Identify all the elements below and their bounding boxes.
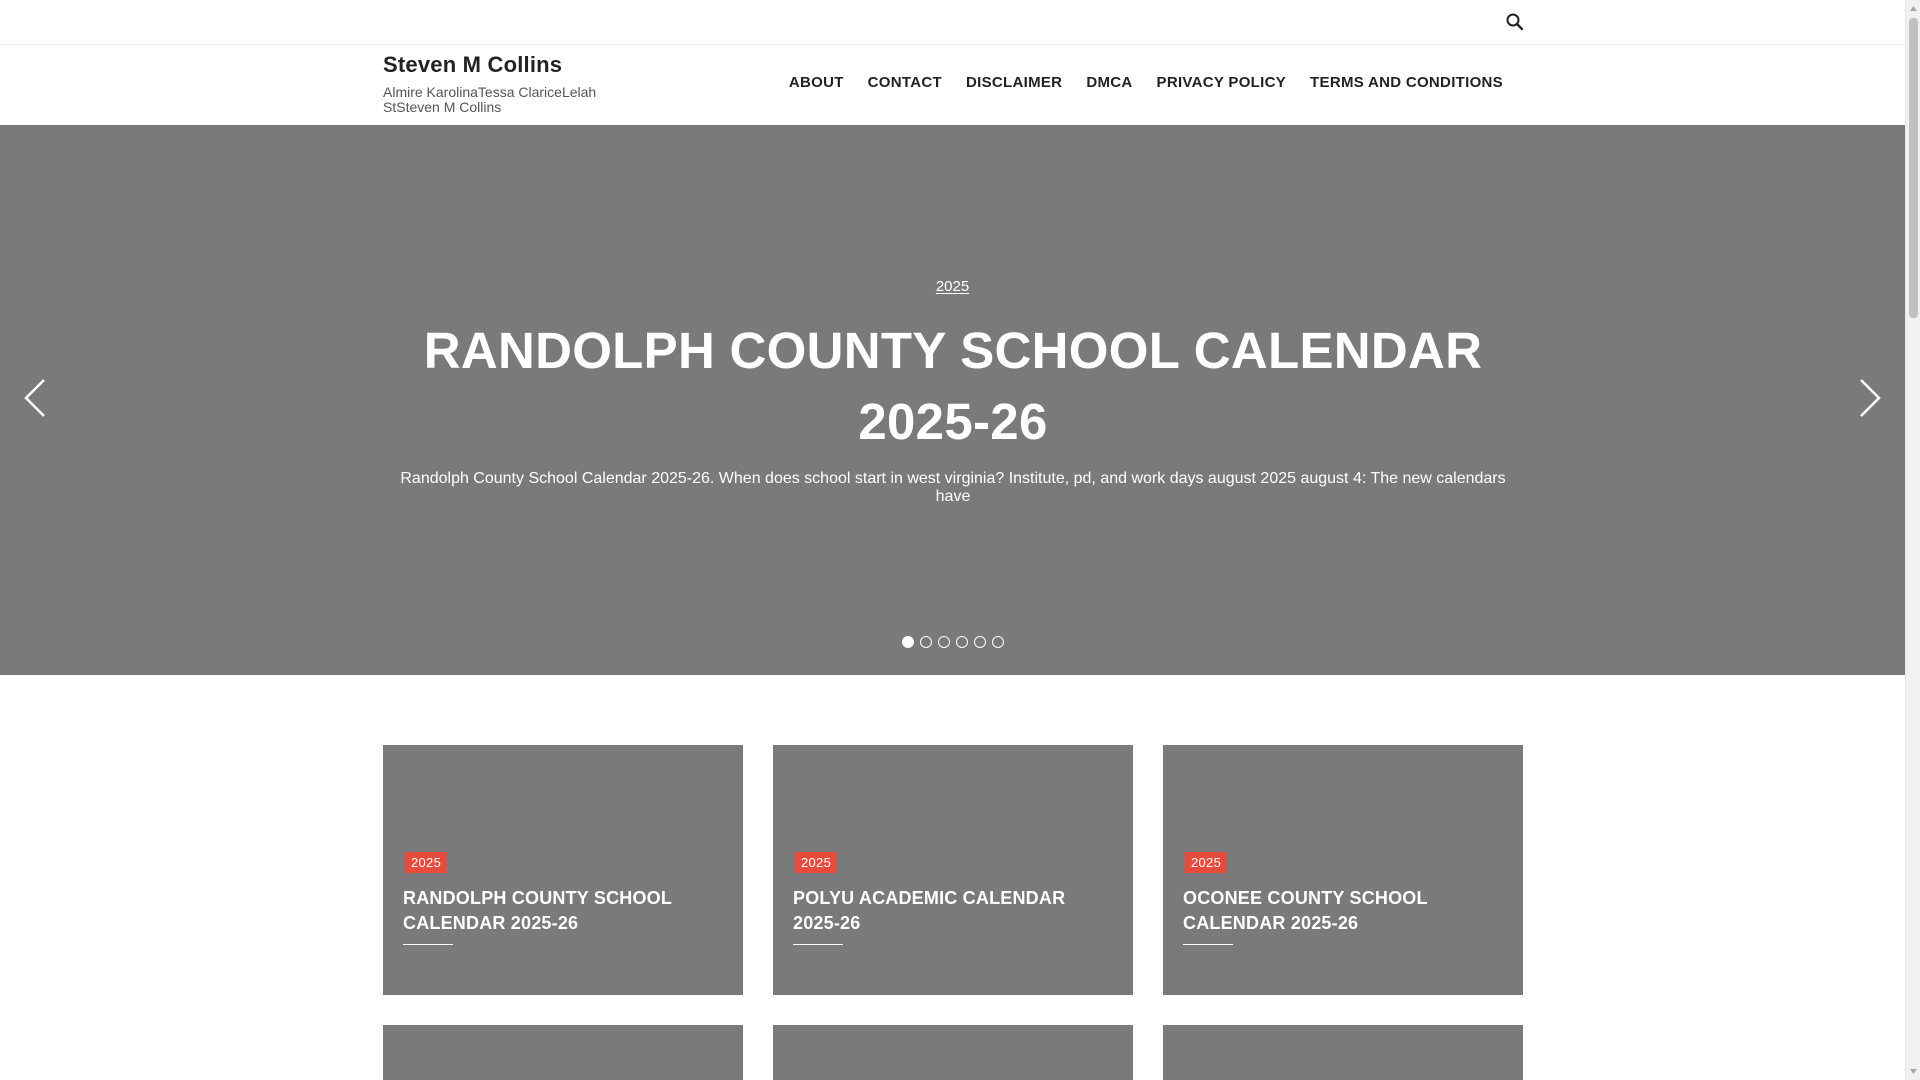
post-card[interactable] (383, 745, 743, 995)
nav-item-about[interactable]: ABOUT (788, 74, 844, 91)
slider-next-button[interactable] (1855, 372, 1885, 424)
nav-item-contact[interactable]: CONTACT (867, 74, 942, 91)
site-description: Almire KarolinaTessa ClariceLelah StSteven M Collins (383, 84, 597, 115)
top-bar (0, 0, 1905, 45)
post-category-badge[interactable]: 2025 (1185, 852, 1227, 873)
nav-item-disclaimer[interactable]: DISCLAIMER (965, 74, 1063, 91)
slider-dot[interactable] (992, 636, 1004, 648)
title-divider (1183, 944, 1233, 945)
main-navigation (777, 74, 1503, 91)
slider-dot[interactable] (938, 636, 950, 648)
post-card[interactable] (1163, 745, 1523, 995)
slider-dot[interactable] (902, 636, 914, 648)
slider-prev-button[interactable] (20, 372, 50, 424)
post-title[interactable]: POLYU ACADEMIC CALENDAR 2025-26 (793, 888, 1066, 933)
hero-category-link[interactable]: 2025 (935, 278, 970, 295)
slider-pagination (0, 636, 1905, 648)
scrollbar-thumb[interactable] (1909, 18, 1918, 318)
post-card[interactable] (773, 745, 1133, 995)
post-card[interactable] (773, 1025, 1133, 1080)
chevron-right-icon[interactable] (1855, 372, 1885, 424)
slider-dot[interactable] (920, 636, 932, 648)
slider-dot[interactable] (974, 636, 986, 648)
nav-item-terms-and-conditions[interactable]: TERMS AND CONDITIONS (1310, 74, 1503, 91)
hero-title[interactable]: RANDOLPH COUNTY SCHOOL CALENDAR 2025-26 (423, 322, 1483, 450)
search-icon[interactable] (1503, 10, 1527, 34)
post-category-badge[interactable]: 2025 (405, 852, 447, 873)
nav-item-dmca[interactable]: DMCA (1086, 74, 1133, 91)
hero-category (0, 278, 1905, 295)
hero-slider (0, 125, 1905, 675)
post-title[interactable]: OCONEE COUNTY SCHOOL CALENDAR 2025-26 (1183, 888, 1428, 933)
title-divider (403, 944, 453, 945)
page-scrollbar[interactable] (1905, 0, 1920, 1080)
chevron-left-icon[interactable] (20, 372, 50, 424)
hero-excerpt: Randolph County School Calendar 2025-26. When does school start in west virginia? Institute, pd, and work days august 2025 august 4: The new calendars have (400, 470, 1506, 505)
post-title[interactable]: RANDOLPH COUNTY SCHOOL CALENDAR 2025-26 (403, 888, 672, 933)
search-button[interactable] (1503, 10, 1527, 34)
title-divider (793, 944, 843, 945)
scroll-down-arrow-icon[interactable] (1909, 1065, 1918, 1077)
site-header (0, 45, 1905, 125)
scroll-up-arrow-icon[interactable] (1909, 3, 1918, 15)
slider-dot[interactable] (956, 636, 968, 648)
post-card[interactable] (1163, 1025, 1523, 1080)
post-card[interactable] (383, 1025, 743, 1080)
nav-item-privacy-policy[interactable]: PRIVACY POLICY (1156, 74, 1287, 91)
post-category-badge[interactable]: 2025 (795, 852, 837, 873)
site-title[interactable]: Steven M Collins (383, 52, 563, 77)
